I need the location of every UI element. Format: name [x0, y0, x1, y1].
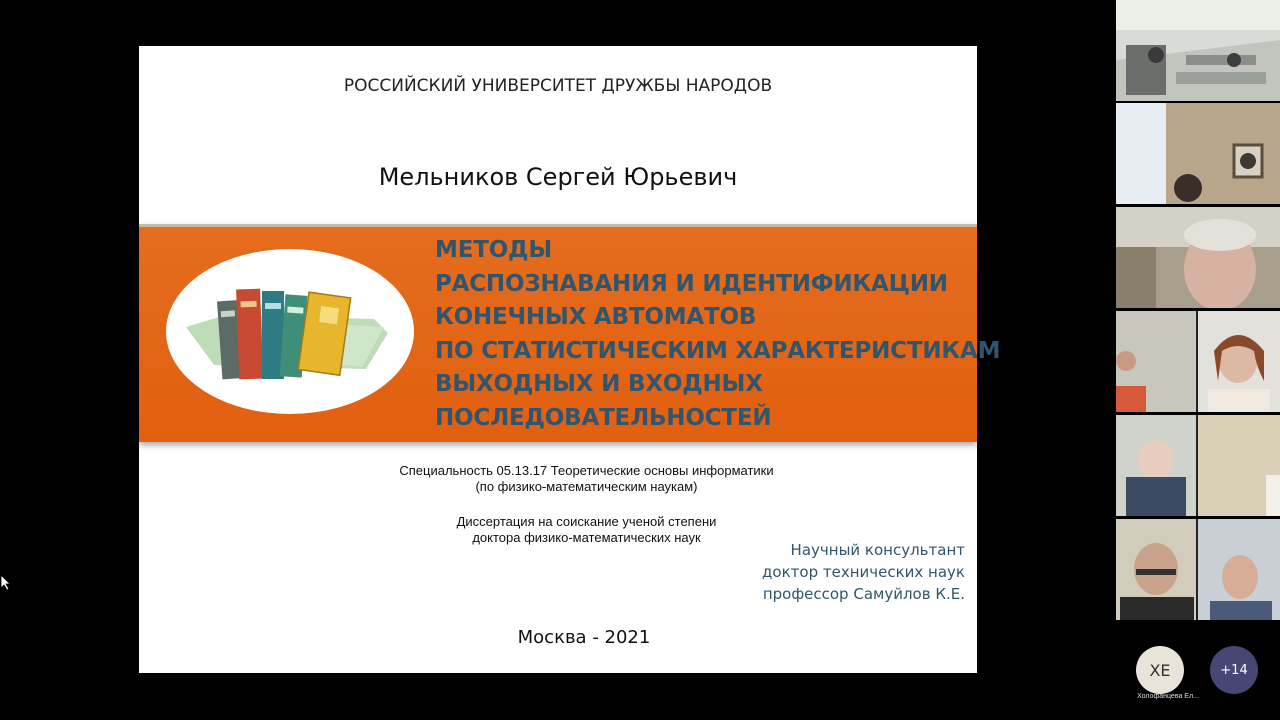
title-line: КОНЕЧНЫХ АВТОМАТОВ	[435, 304, 757, 330]
participant-video-tile[interactable]	[1116, 415, 1280, 516]
title-line: ВЫХОДНЫХ И ВХОДНЫХ	[435, 371, 763, 397]
participant-video	[1116, 519, 1280, 620]
consultant-block	[762, 539, 965, 605]
specialty-line: Специальность 05.13.17 Теоретические основы информатики	[399, 463, 774, 478]
participant-video	[1116, 103, 1280, 204]
specialty-note: (по физико-математическим наукам)	[475, 479, 698, 494]
author-name: Мельников Сергей Юрьевич	[378, 163, 738, 191]
consultant-label: Научный консультант	[790, 541, 965, 559]
participant-name: Холофанцева Ел...	[1137, 693, 1199, 700]
consultant-name: профессор Самуйлов К.Е.	[762, 585, 965, 603]
participant-video-tile[interactable]	[1116, 207, 1280, 308]
specialty-block	[139, 463, 1034, 495]
title-line: МЕТОДЫ	[435, 237, 552, 263]
more-count: +14	[1220, 662, 1248, 678]
participant-video-tile[interactable]	[1116, 0, 1280, 101]
books-icon	[166, 249, 414, 414]
title-line: ПО СТАТИСТИЧЕСКИМ ХАРАКТЕРИСТИКАМ	[435, 337, 1001, 364]
consultant-degree: доктор технических наук	[762, 563, 965, 581]
city-year: Москва - 2021	[517, 627, 651, 648]
participant-avatar[interactable]	[1136, 646, 1184, 694]
books-illustration	[166, 249, 414, 414]
dissertation-line: Диссертация на соискание ученой степени	[456, 514, 717, 529]
dissertation-title	[435, 234, 1001, 435]
mouse-cursor-icon	[1, 575, 11, 596]
participant-video	[1116, 311, 1280, 412]
title-band	[139, 224, 1001, 442]
band-divider	[139, 224, 977, 227]
title-line: ПОСЛЕДОВАТЕЛЬНОСТЕЙ	[435, 404, 772, 431]
university-name: РОССИЙСКИЙ УНИВЕРСИТЕТ ДРУЖБЫ НАРОДОВ	[343, 76, 773, 96]
classroom-video	[1116, 0, 1280, 101]
participant-video-tile[interactable]	[1116, 519, 1280, 620]
more-participants-button[interactable]	[1210, 646, 1258, 694]
participant-video-tile[interactable]	[1116, 311, 1280, 412]
participant-video	[1116, 207, 1280, 308]
avatar-initials: ХЕ	[1149, 660, 1171, 680]
degree-line: доктора физико-математических наук	[472, 530, 701, 545]
participant-video	[1116, 415, 1280, 516]
participant-video-tile[interactable]	[1116, 103, 1280, 204]
title-line: РАСПОЗНАВАНИЯ И ИДЕНТИФИКАЦИИ	[435, 270, 948, 297]
presentation-slide	[139, 46, 1001, 673]
